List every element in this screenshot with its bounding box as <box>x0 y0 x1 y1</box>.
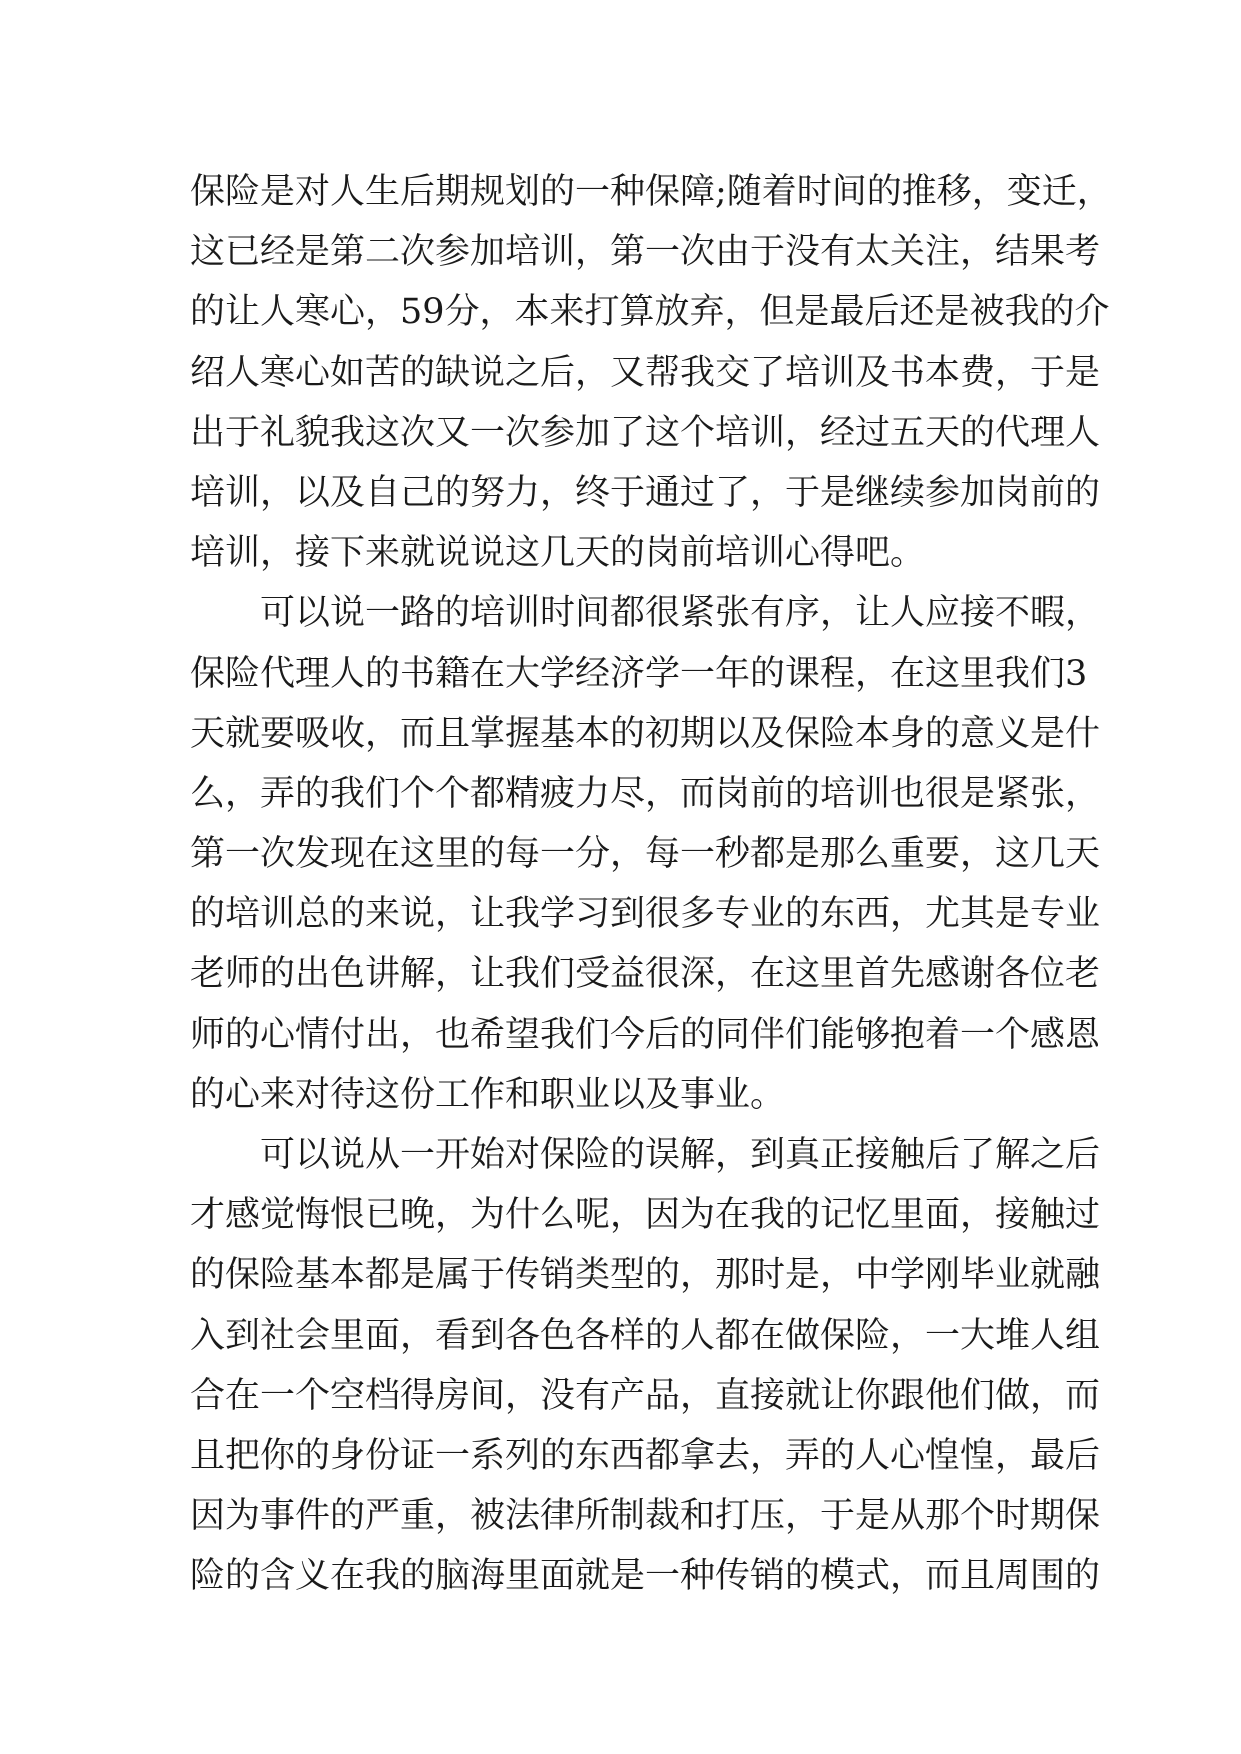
text-line: 老师的出色讲解，让我们受益很深，在这里首先感谢各位老 <box>190 954 1101 995</box>
text-line: 合在一个空档得房间，没有产品，直接就让你跟他们做，而 <box>190 1375 1101 1416</box>
text-line: 才感觉悔恨已晚，为什么呢，因为在我的记忆里面，接触过 <box>190 1195 1101 1236</box>
text-line: 的培训总的来说，让我学习到很多专业的东西，尤其是专业 <box>190 894 1101 935</box>
text-line: 这已经是第二次参加培训，第一次由于没有太关注，结果考 <box>190 232 1101 273</box>
text-line: 可以说一路的培训时间都很紧张有序，让人应接不暇， <box>260 593 1101 634</box>
text-line: 保险代理人的书籍在大学经济学一年的课程，在这里我们3 <box>190 653 1088 694</box>
text-line: 入到社会里面，看到各色各样的人都在做保险，一大堆人组 <box>190 1315 1101 1356</box>
text-line: 天就要吸收，而且掌握基本的初期以及保险本身的意义是什 <box>190 713 1101 754</box>
text-line: 可以说从一开始对保险的误解，到真正接触后了解之后 <box>260 1135 1101 1175</box>
text-line: 且把你的身份证一系列的东西都拿去，弄的人心惶惶，最后 <box>190 1435 1101 1476</box>
text-line: 么，弄的我们个个都精疲力尽，而岗前的培训也很是紧张， <box>190 773 1101 814</box>
text-line: 的保险基本都是属于传销类型的，那时是，中学刚毕业就融 <box>190 1255 1101 1296</box>
text-line: 师的心情付出，也希望我们今后的同伴们能够抱着一个感恩 <box>190 1014 1101 1055</box>
text-line: 第一次发现在这里的每一分，每一秒都是那么重要，这几天 <box>190 834 1101 875</box>
text-line: 的让人寒心，59分，本来打算放弃，但是最后还是被我的介 <box>190 292 1110 333</box>
text-line: 因为事件的严重，被法律所制裁和打压，于是从那个时期保 <box>190 1496 1101 1537</box>
text-line: 险的含义在我的脑海里面就是一种传销的模式，而且周围的 <box>190 1556 1101 1597</box>
text-line: 保险是对人生后期规划的一种保障;随着时间的推移，变迁， <box>190 172 1112 212</box>
text-line: 绍人寒心如苦的缺说之后，又帮我交了培训及书本费，于是 <box>190 352 1101 393</box>
body-text <box>190 162 1112 1607</box>
text-line: 培训，以及自己的努力，终于通过了，于是继续参加岗前的 <box>190 472 1101 513</box>
text-line: 出于礼貌我这次又一次参加了这个培训，经过五天的代理人 <box>190 412 1101 453</box>
text-line: 培训，接下来就说说这几天的岗前培训心得吧。 <box>190 533 926 574</box>
text-line: 的心来对待这份工作和职业以及事业。 <box>190 1074 786 1115</box>
